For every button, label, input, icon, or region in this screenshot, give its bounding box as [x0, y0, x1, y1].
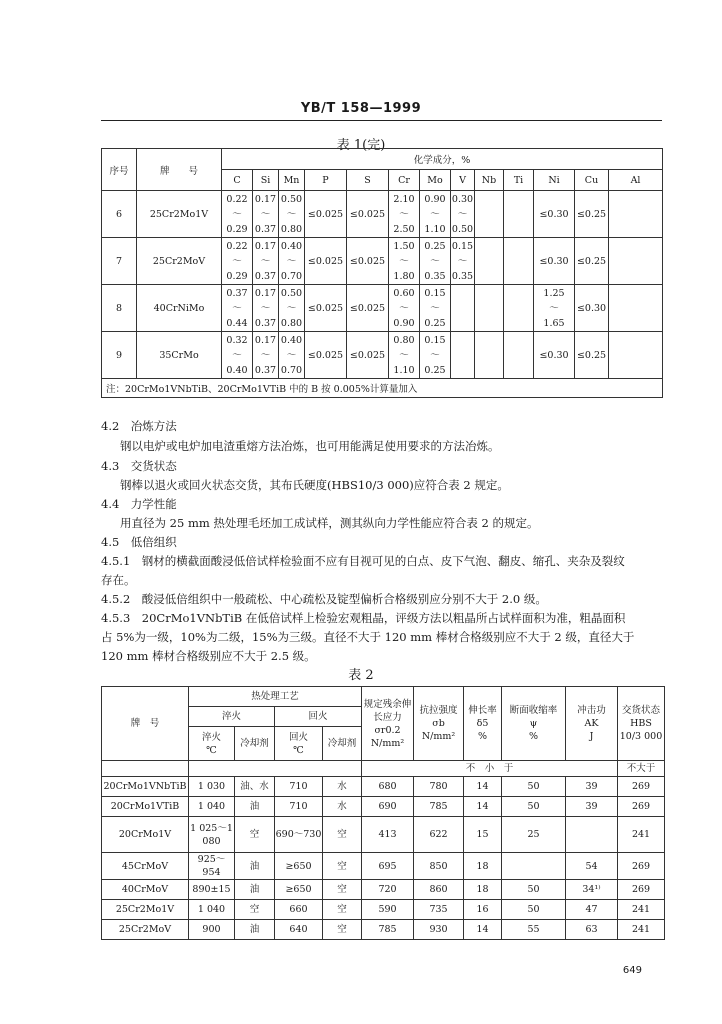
q-temp-unit: ℃: [206, 744, 217, 756]
cell-line: 0.50: [280, 193, 303, 205]
cell-mo: [420, 238, 451, 285]
cell-line: 0.15: [451, 240, 474, 252]
cell-area: 55: [502, 920, 566, 940]
cell-tensile: 780: [414, 777, 464, 797]
cell-tensile: 930: [414, 920, 464, 940]
cell-yield: 720: [362, 880, 414, 900]
cell-v: [451, 332, 475, 379]
cell-s: ≤0.025: [347, 191, 389, 238]
cell-al: [609, 332, 663, 379]
cell-cu: ≤0.25: [575, 238, 609, 285]
cell-t-temp: 660: [275, 900, 323, 920]
element-header: Ti: [504, 170, 534, 191]
cell-cr: [389, 238, 420, 285]
cell-c: [222, 191, 253, 238]
cell-cu: ≤0.30: [575, 285, 609, 332]
cell-line: 0.25: [424, 317, 446, 329]
cell-line: ～: [399, 255, 409, 267]
area-unit: %: [529, 731, 539, 742]
delivery-label: 交货状态: [622, 705, 661, 716]
elong-symbol: δ5: [476, 718, 489, 729]
cell-tensile: 860: [414, 880, 464, 900]
cell-line: 0.44: [226, 317, 248, 329]
impact-label: 冲击功: [577, 705, 606, 716]
cell-grade: 25Cr2MoV: [102, 920, 189, 940]
cell-ti: [504, 238, 534, 285]
cell-hbs: 269: [618, 853, 665, 880]
cell-impact: 34¹⁾: [566, 880, 618, 900]
area-symbol: ψ: [529, 718, 538, 729]
cell-t-cool: 空: [323, 853, 362, 880]
cell-hbs: 241: [618, 817, 665, 853]
cell-t-cool: 空: [323, 920, 362, 940]
cell-p: ≤0.025: [305, 285, 347, 332]
element-header: P: [305, 170, 347, 191]
cell-ni: ≤0.30: [534, 191, 575, 238]
cell-line: 0.90: [393, 317, 415, 329]
table1-header-grade: 牌 号: [137, 149, 222, 191]
cell-line: ～: [430, 255, 440, 267]
table2-header-area: [502, 687, 566, 761]
cell-p: ≤0.025: [305, 238, 347, 285]
cell-q-temp: 925～954: [189, 853, 235, 880]
page-number: 649: [622, 965, 642, 976]
cell-impact: 54: [566, 853, 618, 880]
cell-line: 0.70: [280, 270, 303, 282]
area-label: 断面收缩率: [509, 705, 558, 716]
table-row: [102, 920, 665, 940]
cell-line: ～: [286, 349, 297, 361]
cell-grade: 20CrMo1VNbTiB: [102, 777, 189, 797]
delivery-hbs: HBS: [630, 718, 652, 729]
cell-line: 0.60: [393, 287, 415, 299]
cell-s: ≤0.025: [347, 238, 389, 285]
cell-impact: 47: [566, 900, 618, 920]
cell-hbs: 269: [618, 880, 665, 900]
cell-area: [502, 853, 566, 880]
cell-line: ～: [399, 349, 409, 361]
cell-line: 0.80: [280, 317, 303, 329]
cell-nb: [475, 285, 504, 332]
cell-line: ～: [430, 349, 440, 361]
table-row: [102, 817, 665, 853]
cell-line: 0.29: [226, 223, 248, 235]
cell-nb: [475, 332, 504, 379]
cell-impact: 39: [566, 777, 618, 797]
table-row: [102, 332, 663, 379]
cell-line: 0.17: [254, 334, 277, 346]
cell-line: 1.80: [393, 270, 415, 282]
cell-line: 0.35: [451, 270, 474, 282]
cell-line: 0.37: [254, 270, 277, 282]
cell-cr: [389, 332, 420, 379]
cell-line: ～: [260, 255, 271, 267]
cell-line: ～: [549, 302, 559, 314]
cell-line: ～: [286, 302, 297, 314]
cell-t-temp: 690～730: [275, 817, 323, 853]
cell-elong: 18: [464, 853, 502, 880]
cell-hbs: 241: [618, 920, 665, 940]
cell-v: [451, 191, 475, 238]
table2-header-elong: [464, 687, 502, 761]
table2-header-yield: [362, 687, 414, 761]
cell-line: 0.17: [254, 287, 277, 299]
cell-mo: [420, 191, 451, 238]
section-4-5-2: 4.5.2 酸浸低倍组织中一般疏松、中心疏松及锭型偏析合格级别应分别不大于 2.0 级。: [101, 592, 547, 606]
cell-elong: 14: [464, 777, 502, 797]
cell-line: 0.50: [451, 223, 474, 235]
cell-tensile: 785: [414, 797, 464, 817]
table-row: [102, 191, 663, 238]
section-4-5-1-line1: 4.5.1 钢材的横截面酸浸低倍试样检验面不应有目视可见的白点、皮下气泡、翻皮、缩孔、夹杂及裂纹: [101, 554, 625, 568]
cell-q-cool: 油: [235, 920, 275, 940]
cell-line: ～: [286, 208, 297, 220]
element-header: Mn: [279, 170, 305, 191]
cell-line: 0.37: [254, 223, 277, 235]
cell-c: [222, 285, 253, 332]
table1: [101, 148, 663, 398]
cell-line: 0.50: [280, 287, 303, 299]
section-4-4-body: 用直径为 25 mm 热处理毛坯加工成试样，测其纵向力学性能应符合表 2 的规定。: [120, 516, 539, 530]
cell-line: 0.15: [424, 334, 446, 346]
cell-line: 0.40: [280, 240, 303, 252]
header-rule: [101, 120, 662, 121]
cell-seq: 7: [102, 238, 137, 285]
cell-line: 0.22: [226, 240, 248, 252]
q-temp-label: 淬火: [201, 731, 221, 743]
cell-grade: 25Cr2Mo1V: [137, 191, 222, 238]
table2-not-less: 不 小 于: [362, 761, 618, 777]
cell-cr: [389, 191, 420, 238]
cell-hbs: 241: [618, 900, 665, 920]
cell-grade: 25Cr2Mo1V: [102, 900, 189, 920]
cell-line: ～: [430, 208, 440, 220]
table2-header-heat: 热处理工艺: [189, 687, 362, 707]
cell-line: 0.80: [280, 223, 303, 235]
table1-caption: 表 1(完): [336, 138, 386, 153]
cell-t-temp: 710: [275, 797, 323, 817]
cell-v: [451, 285, 475, 332]
cell-q-temp: 1 040: [189, 797, 235, 817]
section-4-3-title: 4.3 交货状态: [101, 459, 177, 473]
cell-p: ≤0.025: [305, 191, 347, 238]
cell-line: ～: [399, 302, 409, 314]
cell-line: 1.25: [543, 287, 565, 299]
cell-line: 0.22: [226, 193, 248, 205]
cell-ni: ≤0.30: [534, 238, 575, 285]
cell-tensile: 622: [414, 817, 464, 853]
cell-mo: [420, 332, 451, 379]
cell-tensile: 735: [414, 900, 464, 920]
element-header: Ni: [534, 170, 575, 191]
cell-ti: [504, 191, 534, 238]
cell-t-temp: 710: [275, 777, 323, 797]
cell-elong: 18: [464, 880, 502, 900]
cell-line: 2.50: [393, 223, 415, 235]
cell-c: [222, 238, 253, 285]
cell-line: 0.90: [424, 193, 446, 205]
cell-q-cool: 空: [235, 817, 275, 853]
cell-seq: 6: [102, 191, 137, 238]
impact-symbol: AK: [584, 718, 599, 729]
cell-grade: 20CrMo1VTiB: [102, 797, 189, 817]
element-header: S: [347, 170, 389, 191]
cell-line: 0.70: [280, 364, 303, 376]
table2-header-t-temp: [275, 727, 323, 761]
cell-line: 0.37: [226, 287, 248, 299]
cell-t-cool: 空: [323, 880, 362, 900]
cell-nb: [475, 238, 504, 285]
section-4-5-3-line3: 120 mm 棒材合格级别应不大于 2.5 级。: [101, 649, 316, 663]
element-header: Cr: [389, 170, 420, 191]
cell-mn: [279, 238, 305, 285]
cell-t-cool: 水: [323, 797, 362, 817]
cell-ni: ≤0.30: [534, 332, 575, 379]
cell-seq: 8: [102, 285, 137, 332]
cell-line: 1.10: [393, 364, 415, 376]
table1-note: 注：20CrMo1VNbTiB、20CrMo1VTiB 中的 B 按 0.005%计算量加入: [102, 379, 663, 398]
element-header: Mo: [420, 170, 451, 191]
yield-label: 规定残余伸长应力: [363, 698, 412, 723]
table-row: [102, 900, 665, 920]
cell-line: 0.30: [451, 193, 474, 205]
table2-header-delivery: [618, 687, 665, 761]
cell-line: ～: [430, 302, 440, 314]
cell-ni: [534, 285, 575, 332]
cell-line: 0.37: [254, 364, 277, 376]
cell-mn: [279, 191, 305, 238]
section-4-4-title: 4.4 力学性能: [101, 497, 177, 511]
element-header: V: [451, 170, 475, 191]
cell-yield: 413: [362, 817, 414, 853]
cell-line: 0.32: [226, 334, 248, 346]
cell-line: ～: [260, 302, 271, 314]
table2-blank: [189, 761, 362, 777]
table1-header-chem: 化学成分，%: [222, 149, 663, 170]
cell-area: 50: [502, 880, 566, 900]
cell-t-temp: ≥650: [275, 853, 323, 880]
cell-hbs: 269: [618, 797, 665, 817]
cell-elong: 14: [464, 797, 502, 817]
element-header: Al: [609, 170, 663, 191]
cell-impact: 39: [566, 797, 618, 817]
yield-unit: N/mm²: [370, 737, 405, 749]
cell-line: ～: [232, 208, 242, 220]
cell-line: 1.50: [393, 240, 415, 252]
cell-yield: 680: [362, 777, 414, 797]
cell-line: 2.10: [393, 193, 415, 205]
cell-q-cool: 油: [235, 797, 275, 817]
table2-header-q-temp: [189, 727, 235, 761]
cell-ti: [504, 332, 534, 379]
yield-symbol: σr0.2: [374, 724, 401, 736]
t-temp-label: 回火: [288, 731, 308, 743]
cell-q-temp: 1 025～1 080: [189, 817, 235, 853]
cell-q-temp: 1 040: [189, 900, 235, 920]
cell-line: 0.40: [226, 364, 248, 376]
cell-line: 0.35: [424, 270, 446, 282]
cell-elong: 14: [464, 920, 502, 940]
cell-ti: [504, 285, 534, 332]
cell-line: ～: [232, 255, 242, 267]
cell-nb: [475, 191, 504, 238]
table2-header-tensile: [414, 687, 464, 761]
cell-mo: [420, 285, 451, 332]
cell-grade: 35CrMo: [137, 332, 222, 379]
table-row: [102, 880, 665, 900]
table2-header-temper: 回火: [275, 707, 362, 727]
cell-q-cool: 空: [235, 900, 275, 920]
cell-line: 1.65: [543, 317, 565, 329]
section-4-5-3-line1: 4.5.3 20CrMo1VNbTiB 在低倍试样上检验宏观粗晶，评级方法以粗晶所占试样面积为准，粗晶面积: [101, 611, 626, 625]
standard-code: YB/T 158—1999: [300, 101, 422, 116]
cell-t-temp: 640: [275, 920, 323, 940]
table2-header-impact: [566, 687, 618, 761]
cell-q-temp: 1 030: [189, 777, 235, 797]
cell-cr: [389, 285, 420, 332]
cell-area: 50: [502, 900, 566, 920]
section-4-5-title: 4.5 低倍组织: [101, 535, 177, 549]
cell-cu: ≤0.25: [575, 332, 609, 379]
cell-line: ～: [286, 255, 297, 267]
section-4-5-1-line2: 存在。: [101, 573, 136, 587]
cell-line: ～: [232, 349, 242, 361]
cell-q-temp: 890±15: [189, 880, 235, 900]
table2-header-t-cool: 冷却剂: [323, 727, 362, 761]
cell-impact: 63: [566, 920, 618, 940]
cell-area: 50: [502, 797, 566, 817]
tensile-unit: N/mm²: [421, 731, 456, 742]
cell-v: [451, 238, 475, 285]
tensile-label: 抗拉强度: [419, 705, 458, 716]
cell-t-cool: 空: [323, 817, 362, 853]
cell-impact: [566, 817, 618, 853]
cell-grade: 40CrNiMo: [137, 285, 222, 332]
cell-si: [253, 285, 279, 332]
cell-mn: [279, 332, 305, 379]
section-4-3-body: 钢棒以退火或回火状态交货，其布氏硬度(HBS10/3 000)应符合表 2 规定。: [120, 478, 509, 492]
cell-grade: 45CrMoV: [102, 853, 189, 880]
cell-line: ～: [232, 302, 242, 314]
elong-label: 伸长率: [468, 705, 497, 716]
cell-hbs: 269: [618, 777, 665, 797]
cell-line: 1.10: [424, 223, 446, 235]
cell-yield: 590: [362, 900, 414, 920]
cell-area: 50: [502, 777, 566, 797]
cell-line: 0.25: [424, 364, 446, 376]
tensile-symbol: σb: [432, 718, 445, 729]
table2-header-q-cool: 冷却剂: [235, 727, 275, 761]
cell-line: ～: [260, 208, 271, 220]
table1-header-seq: 序号: [102, 149, 137, 191]
table-row: [102, 853, 665, 880]
cell-si: [253, 238, 279, 285]
delivery-hbs-load: 10/3 000: [619, 731, 663, 742]
table2-header-grade: 牌 号: [102, 687, 189, 761]
cell-tensile: 850: [414, 853, 464, 880]
table2-blank: [102, 761, 189, 777]
cell-q-temp: 900: [189, 920, 235, 940]
cell-c: [222, 332, 253, 379]
t-temp-unit: ℃: [293, 744, 304, 756]
section-4-5-3-line2: 占 5%为一级，10%为二级，15%为三级。直径不大于 120 mm 棒材合格级别应不大于 2 级，直径大于: [101, 630, 635, 644]
cell-s: ≤0.025: [347, 285, 389, 332]
element-header: Si: [253, 170, 279, 191]
cell-line: 0.80: [393, 334, 415, 346]
cell-line: 0.37: [254, 317, 277, 329]
cell-line: ～: [260, 349, 271, 361]
table2-caption: 表 2: [348, 668, 374, 683]
table-row: [102, 797, 665, 817]
cell-t-temp: ≥650: [275, 880, 323, 900]
cell-line: 0.29: [226, 270, 248, 282]
cell-al: [609, 191, 663, 238]
cell-line: 0.25: [424, 240, 446, 252]
element-header: C: [222, 170, 253, 191]
cell-p: ≤0.025: [305, 332, 347, 379]
table2-not-greater: 不大于: [618, 761, 665, 777]
elong-unit: %: [478, 731, 488, 742]
impact-unit: J: [589, 731, 594, 742]
element-header: Cu: [575, 170, 609, 191]
cell-s: ≤0.025: [347, 332, 389, 379]
table-row: [102, 777, 665, 797]
cell-line: ～: [399, 208, 409, 220]
cell-line: 0.17: [254, 240, 277, 252]
section-4-2-title: 4.2 冶炼方法: [101, 419, 177, 433]
cell-seq: 9: [102, 332, 137, 379]
cell-grade: 20CrMo1V: [102, 817, 189, 853]
cell-line: 0.15: [424, 287, 446, 299]
cell-q-cool: 油、水: [235, 777, 275, 797]
cell-line: 0.17: [254, 193, 277, 205]
table2-header-quench: 淬火: [189, 707, 275, 727]
cell-q-cool: 油: [235, 853, 275, 880]
cell-line: ～: [457, 208, 468, 220]
cell-area: 25: [502, 817, 566, 853]
table-row: [102, 238, 663, 285]
cell-mn: [279, 285, 305, 332]
cell-yield: 695: [362, 853, 414, 880]
cell-al: [609, 285, 663, 332]
element-header: Nb: [475, 170, 504, 191]
cell-si: [253, 191, 279, 238]
cell-si: [253, 332, 279, 379]
section-4-2-body: 钢以电炉或电炉加电渣重熔方法冶炼，也可用能满足使用要求的方法冶炼。: [120, 439, 500, 453]
cell-elong: 15: [464, 817, 502, 853]
cell-al: [609, 238, 663, 285]
cell-elong: 16: [464, 900, 502, 920]
cell-yield: 785: [362, 920, 414, 940]
cell-line: 0.40: [280, 334, 303, 346]
cell-t-cool: 空: [323, 900, 362, 920]
table2: [101, 686, 665, 940]
cell-q-cool: 油: [235, 880, 275, 900]
cell-yield: 690: [362, 797, 414, 817]
table-row: [102, 285, 663, 332]
cell-t-cool: 水: [323, 777, 362, 797]
cell-line: ～: [457, 255, 468, 267]
cell-grade: 25Cr2MoV: [137, 238, 222, 285]
cell-grade: 40CrMoV: [102, 880, 189, 900]
cell-cu: ≤0.25: [575, 191, 609, 238]
